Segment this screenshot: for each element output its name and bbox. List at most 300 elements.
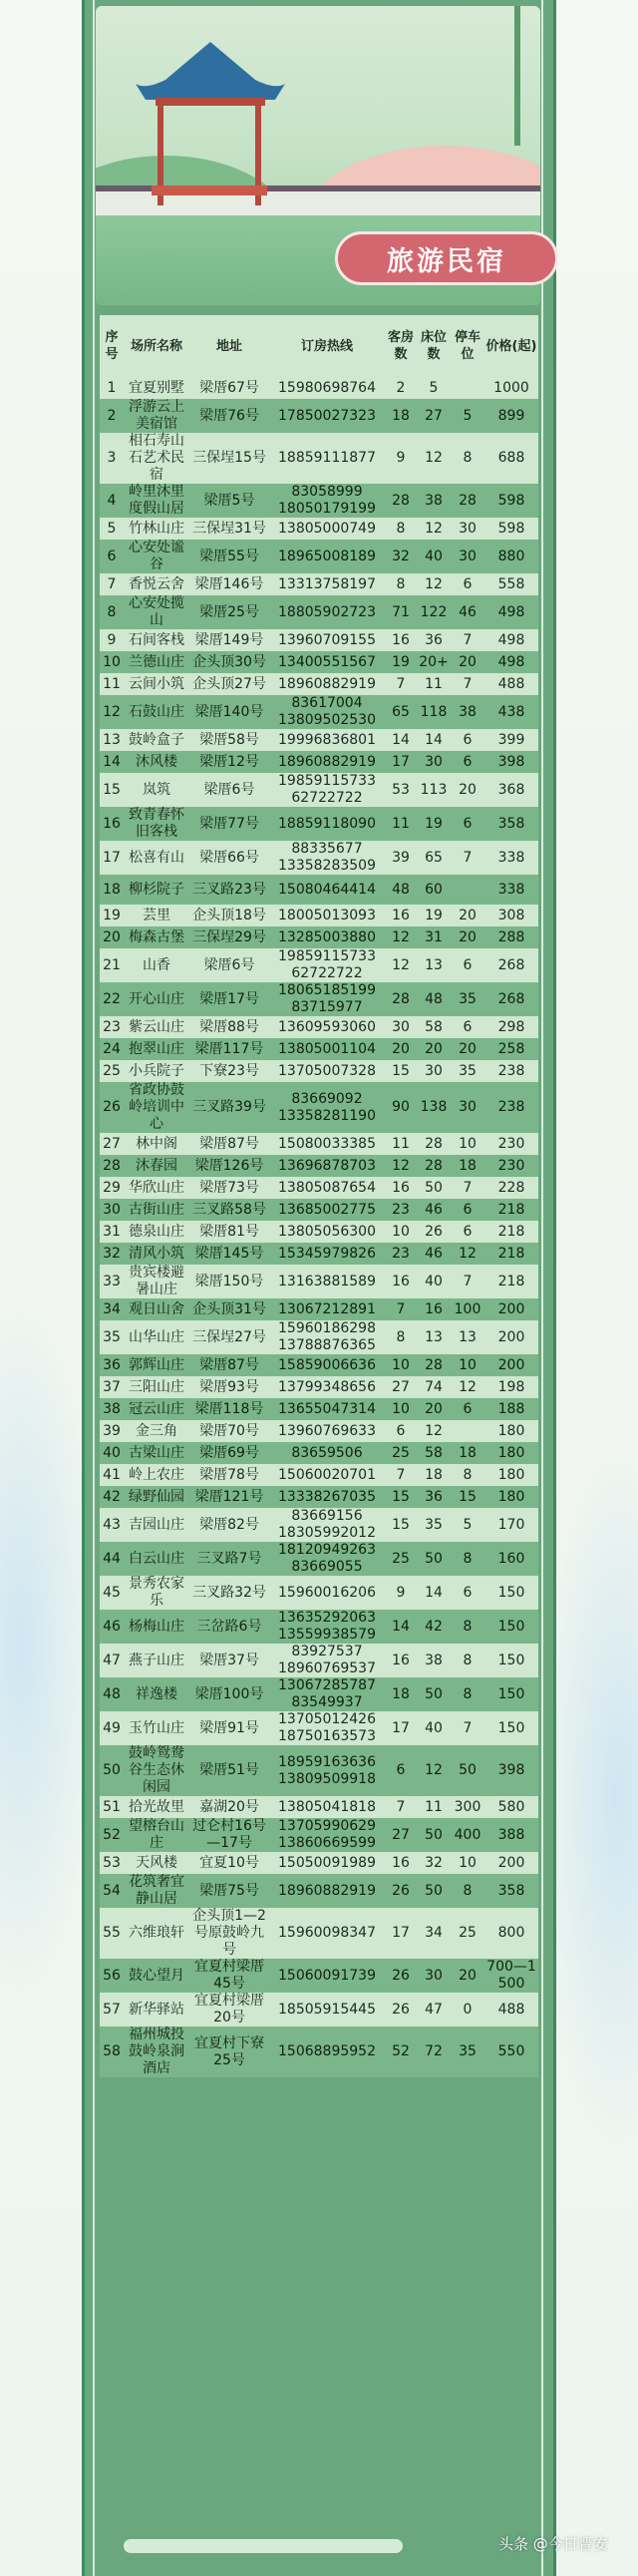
header-name: 场所名称: [124, 315, 189, 377]
cell-beds: 50: [417, 1818, 451, 1852]
cell-rooms: 10: [385, 1354, 417, 1376]
cell-parking: 6: [451, 573, 484, 595]
table-row: [100, 926, 538, 948]
cell-address: 梁厝93号: [189, 1376, 269, 1398]
cell-name: 古梁山庄: [124, 1442, 189, 1464]
cell-price: 338: [484, 841, 538, 875]
table-row: [100, 729, 538, 751]
cell-beds: 58: [417, 1442, 451, 1464]
table-row: [100, 1464, 538, 1486]
cell-phone: 15068895952: [269, 2026, 385, 2077]
cell-no: 34: [100, 1298, 124, 1320]
table-row: [100, 1874, 538, 1908]
cell-phone: 13805056300: [269, 1221, 385, 1243]
cell-no: 11: [100, 673, 124, 695]
cell-name: 贵宾楼避暑山庄: [124, 1265, 189, 1298]
cell-rooms: 52: [385, 2026, 417, 2077]
cell-name: 兰德山庄: [124, 651, 189, 673]
cell-beds: 14: [417, 1576, 451, 1610]
cell-no: 40: [100, 1442, 124, 1464]
cell-parking: [451, 1420, 484, 1442]
cell-beds: 13: [417, 948, 451, 982]
cell-phone: 19996836801: [269, 729, 385, 751]
cell-address: 宜夏10号: [189, 1852, 269, 1874]
cell-phone: 15960186298 13788876365: [269, 1320, 385, 1354]
cell-name: 新华驿站: [124, 1993, 189, 2026]
cell-parking: 100: [451, 1298, 484, 1320]
cell-phone: 88335677 13358283509: [269, 841, 385, 875]
table-row: [100, 1199, 538, 1221]
cell-beds: 74: [417, 1376, 451, 1398]
cell-price: 268: [484, 948, 538, 982]
cell-name: 绿野仙园: [124, 1486, 189, 1508]
cell-parking: 7: [451, 1177, 484, 1199]
cell-name: 玉竹山庄: [124, 1711, 189, 1745]
cell-name: 山华山庄: [124, 1320, 189, 1354]
cell-price: 150: [484, 1610, 538, 1644]
cell-address: 三叉路58号: [189, 1199, 269, 1221]
cell-parking: 20: [451, 905, 484, 926]
cell-address: 梁厝82号: [189, 1508, 269, 1542]
cell-address: 三叉路39号: [189, 1082, 269, 1133]
cell-name: 天风楼: [124, 1852, 189, 1874]
cell-address: 梁厝146号: [189, 573, 269, 595]
cell-address: 三岔路6号: [189, 1610, 269, 1644]
table-row: [100, 695, 538, 729]
cell-address: 梁厝17号: [189, 982, 269, 1016]
cell-no: 42: [100, 1486, 124, 1508]
cell-name: 清风小筑: [124, 1243, 189, 1265]
cell-name: 山香: [124, 948, 189, 982]
cell-address: 三叉路23号: [189, 875, 269, 905]
cell-parking: 8: [451, 1874, 484, 1908]
cell-rooms: 28: [385, 484, 417, 518]
cell-phone: 18960882919: [269, 673, 385, 695]
cell-price: 550: [484, 2026, 538, 2077]
cell-parking: 18: [451, 1442, 484, 1464]
cell-phone: 13705990629 13860669599: [269, 1818, 385, 1852]
cell-price: 218: [484, 1265, 538, 1298]
table-row: [100, 1376, 538, 1398]
cell-address: 梁厝70号: [189, 1420, 269, 1442]
cell-beds: 30: [417, 1959, 451, 1993]
cell-beds: 47: [417, 1993, 451, 2026]
cell-parking: 10: [451, 1133, 484, 1155]
cell-phone: 83617004 13809502530: [269, 695, 385, 729]
bamboo-icon: [514, 6, 520, 146]
cell-name: 竹林山庄: [124, 518, 189, 540]
cell-price: 498: [484, 595, 538, 629]
cell-address: 下寮23号: [189, 1060, 269, 1082]
table-row: [100, 1177, 538, 1199]
header-beds: 床位数: [417, 315, 451, 377]
cell-no: 8: [100, 595, 124, 629]
table-row: [100, 629, 538, 651]
header-phone: 订房热线: [269, 315, 385, 377]
cell-price: 598: [484, 484, 538, 518]
cell-address: 梁厝140号: [189, 695, 269, 729]
cell-parking: 25: [451, 1908, 484, 1959]
cell-price: 200: [484, 1852, 538, 1874]
cell-beds: 50: [417, 1177, 451, 1199]
cell-price: 200: [484, 1298, 538, 1320]
cell-rooms: 27: [385, 1376, 417, 1398]
cell-parking: 6: [451, 729, 484, 751]
cell-address: 梁厝149号: [189, 629, 269, 651]
cell-parking: 6: [451, 1016, 484, 1038]
table-row: [100, 1796, 538, 1818]
cell-address: 嘉湖20号: [189, 1796, 269, 1818]
cell-name: 云间小筑: [124, 673, 189, 695]
cell-no: 21: [100, 948, 124, 982]
cell-rooms: 18: [385, 399, 417, 433]
cell-beds: 40: [417, 1711, 451, 1745]
cell-rooms: 25: [385, 1442, 417, 1464]
cell-beds: 50: [417, 1542, 451, 1576]
cell-name: 相石寿山石艺术民宿: [124, 433, 189, 484]
cell-no: 17: [100, 841, 124, 875]
cell-address: 梁厝6号: [189, 773, 269, 807]
cell-no: 6: [100, 540, 124, 573]
cell-beds: 12: [417, 518, 451, 540]
cell-no: 49: [100, 1711, 124, 1745]
cell-rooms: 12: [385, 926, 417, 948]
cell-price: 498: [484, 629, 538, 651]
cell-parking: 50: [451, 1745, 484, 1796]
cell-parking: 38: [451, 695, 484, 729]
cell-rooms: 18: [385, 1677, 417, 1711]
cell-beds: 36: [417, 1486, 451, 1508]
cell-phone: 18805902723: [269, 595, 385, 629]
cell-price: 438: [484, 695, 538, 729]
cell-beds: 34: [417, 1908, 451, 1959]
cell-address: 梁厝87号: [189, 1133, 269, 1155]
cell-no: 19: [100, 905, 124, 926]
cell-price: 558: [484, 573, 538, 595]
cell-phone: 19859115733 62722722: [269, 948, 385, 982]
pavilion-roof-icon: [136, 40, 285, 110]
cell-no: 3: [100, 433, 124, 484]
cell-parking: 6: [451, 1576, 484, 1610]
cell-price: 338: [484, 875, 538, 905]
cell-parking: 7: [451, 841, 484, 875]
cell-beds: 122: [417, 595, 451, 629]
cell-rooms: 90: [385, 1082, 417, 1133]
cell-beds: 42: [417, 1610, 451, 1644]
cell-no: 43: [100, 1508, 124, 1542]
cell-price: 308: [484, 905, 538, 926]
cell-phone: 18859118090: [269, 807, 385, 841]
cell-beds: 38: [417, 484, 451, 518]
cell-phone: 13609593060: [269, 1016, 385, 1038]
cell-no: 20: [100, 926, 124, 948]
cell-name: 花筑奢宜静山居: [124, 1874, 189, 1908]
cell-beds: 13: [417, 1320, 451, 1354]
cell-price: 150: [484, 1576, 538, 1610]
table-row: [100, 1486, 538, 1508]
cell-address: 梁厝37号: [189, 1644, 269, 1677]
cell-beds: 28: [417, 1155, 451, 1177]
cell-phone: 13960769633: [269, 1420, 385, 1442]
cell-address: 企头顶27号: [189, 673, 269, 695]
cell-price: 498: [484, 651, 538, 673]
cell-address: 梁厝75号: [189, 1874, 269, 1908]
cell-name: 心安处揽山: [124, 595, 189, 629]
cell-phone: 13960709155: [269, 629, 385, 651]
cell-parking: 6: [451, 948, 484, 982]
table-row: [100, 1576, 538, 1610]
cell-name: 宜夏别墅: [124, 377, 189, 399]
cell-rooms: 26: [385, 1993, 417, 2026]
cell-price: 899: [484, 399, 538, 433]
cell-beds: 38: [417, 1644, 451, 1677]
cell-beds: 50: [417, 1874, 451, 1908]
cell-no: 26: [100, 1082, 124, 1133]
cell-beds: 19: [417, 807, 451, 841]
cell-address: 梁厝118号: [189, 1398, 269, 1420]
cell-price: 150: [484, 1711, 538, 1745]
cell-name: 紫云山庄: [124, 1016, 189, 1038]
table-row: [100, 1542, 538, 1576]
table-row: [100, 1852, 538, 1874]
cell-beds: 40: [417, 1265, 451, 1298]
cell-address: 梁厝55号: [189, 540, 269, 573]
pavilion-railing: [152, 185, 267, 195]
cell-no: 48: [100, 1677, 124, 1711]
cell-beds: 20: [417, 1398, 451, 1420]
cell-address: 企头顶30号: [189, 651, 269, 673]
cell-phone: 83669092 13358281190: [269, 1082, 385, 1133]
cell-price: 218: [484, 1199, 538, 1221]
cell-beds: 40: [417, 540, 451, 573]
cell-price: 160: [484, 1542, 538, 1576]
cell-no: 50: [100, 1745, 124, 1796]
cell-address: 梁厝100号: [189, 1677, 269, 1711]
cell-name: 省政协鼓岭培训中心: [124, 1082, 189, 1133]
cell-beds: 32: [417, 1852, 451, 1874]
cell-phone: 18959163636 13809509918: [269, 1745, 385, 1796]
table-row: [100, 399, 538, 433]
cell-rooms: 8: [385, 518, 417, 540]
cell-beds: 31: [417, 926, 451, 948]
cell-address: 梁厝117号: [189, 1038, 269, 1060]
cell-address: 梁厝73号: [189, 1177, 269, 1199]
cell-no: 31: [100, 1221, 124, 1243]
table-row: [100, 1155, 538, 1177]
cell-address: 宜夏村下寮25号: [189, 2026, 269, 2077]
table-row: [100, 540, 538, 573]
cell-address: 梁厝76号: [189, 399, 269, 433]
cell-price: 238: [484, 1082, 538, 1133]
table-row: [100, 1133, 538, 1155]
cell-phone: 18965008189: [269, 540, 385, 573]
cell-parking: 6: [451, 1398, 484, 1420]
cell-price: 150: [484, 1677, 538, 1711]
table-row: [100, 1711, 538, 1745]
table-row: [100, 673, 538, 695]
cell-rooms: 9: [385, 1576, 417, 1610]
table-row: [100, 595, 538, 629]
cell-beds: 12: [417, 573, 451, 595]
cell-address: 梁厝77号: [189, 807, 269, 841]
cell-address: 三保埕31号: [189, 518, 269, 540]
table-row: [100, 1508, 538, 1542]
cell-address: 企头顶18号: [189, 905, 269, 926]
cell-no: 5: [100, 518, 124, 540]
table-row: [100, 1082, 538, 1133]
cell-phone: 13805087654: [269, 1177, 385, 1199]
cell-price: 218: [484, 1243, 538, 1265]
cell-no: 44: [100, 1542, 124, 1576]
cell-no: 56: [100, 1959, 124, 1993]
cell-name: 吉园山庄: [124, 1508, 189, 1542]
cell-price: 399: [484, 729, 538, 751]
cell-phone: 13338267035: [269, 1486, 385, 1508]
cell-no: 30: [100, 1199, 124, 1221]
cell-name: 观日山舍: [124, 1298, 189, 1320]
cell-rooms: 16: [385, 1177, 417, 1199]
cell-parking: 8: [451, 1542, 484, 1576]
cell-beds: 18: [417, 1464, 451, 1486]
cell-phone: 18960882919: [269, 1874, 385, 1908]
cell-beds: 58: [417, 1016, 451, 1038]
cell-no: 7: [100, 573, 124, 595]
table-row: [100, 1038, 538, 1060]
cell-no: 35: [100, 1320, 124, 1354]
cell-rooms: 16: [385, 1265, 417, 1298]
cell-no: 25: [100, 1060, 124, 1082]
cell-no: 57: [100, 1993, 124, 2026]
cell-rooms: 28: [385, 982, 417, 1016]
cell-phone: 13313758197: [269, 573, 385, 595]
cell-price: 700—1500: [484, 1959, 538, 1993]
cell-price: 258: [484, 1038, 538, 1060]
table-row: [100, 1265, 538, 1298]
cell-phone: 13805001104: [269, 1038, 385, 1060]
cell-beds: 12: [417, 1420, 451, 1442]
cell-phone: 15060091739: [269, 1959, 385, 1993]
cell-rooms: 17: [385, 1711, 417, 1745]
cell-price: 228: [484, 1177, 538, 1199]
cell-parking: 8: [451, 1644, 484, 1677]
cell-no: 33: [100, 1265, 124, 1298]
cell-phone: 13635292063 13559938579: [269, 1610, 385, 1644]
cell-no: 28: [100, 1155, 124, 1177]
cell-rooms: 7: [385, 1464, 417, 1486]
header-rooms: 客房数: [385, 315, 417, 377]
table-row: [100, 1908, 538, 1959]
cell-rooms: 15: [385, 1060, 417, 1082]
cell-no: 41: [100, 1464, 124, 1486]
table-row: [100, 651, 538, 673]
cell-price: 180: [484, 1420, 538, 1442]
table-row: [100, 573, 538, 595]
cell-price: 150: [484, 1644, 538, 1677]
cell-no: 9: [100, 629, 124, 651]
cell-name: 岭里沐里度假山居: [124, 484, 189, 518]
cell-rooms: 26: [385, 1959, 417, 1993]
cell-phone: 15060020701: [269, 1464, 385, 1486]
table-row: [100, 1442, 538, 1464]
cell-phone: 13705007328: [269, 1060, 385, 1082]
cell-beds: 28: [417, 1354, 451, 1376]
cell-beds: 50: [417, 1677, 451, 1711]
footer-decoration: [124, 2539, 403, 2553]
cell-price: 298: [484, 1016, 538, 1038]
cell-name: 沐风楼: [124, 751, 189, 773]
cell-no: 13: [100, 729, 124, 751]
cell-parking: 7: [451, 1711, 484, 1745]
cell-phone: 83669156 18305992012: [269, 1508, 385, 1542]
cell-address: 梁厝58号: [189, 729, 269, 751]
cell-address: 梁厝150号: [189, 1265, 269, 1298]
cell-name: 三阳山庄: [124, 1376, 189, 1398]
cell-parking: 6: [451, 1199, 484, 1221]
cell-price: 398: [484, 751, 538, 773]
cell-rooms: 48: [385, 875, 417, 905]
cell-price: 238: [484, 1060, 538, 1082]
cell-rooms: 16: [385, 1852, 417, 1874]
cell-rooms: 27: [385, 1818, 417, 1852]
cell-no: 58: [100, 2026, 124, 2077]
cell-price: 800: [484, 1908, 538, 1959]
cell-name: 杨梅山庄: [124, 1610, 189, 1644]
cell-name: 金三角: [124, 1420, 189, 1442]
table-row: [100, 1420, 538, 1442]
table-row: [100, 1354, 538, 1376]
cell-beds: 118: [417, 695, 451, 729]
cell-phone: 13805000749: [269, 518, 385, 540]
cell-beds: 72: [417, 2026, 451, 2077]
cell-beds: 27: [417, 399, 451, 433]
cell-parking: 12: [451, 1376, 484, 1398]
cell-parking: 8: [451, 433, 484, 484]
cell-phone: 13805041818: [269, 1796, 385, 1818]
cell-rooms: 15: [385, 1508, 417, 1542]
cell-beds: 14: [417, 729, 451, 751]
cell-phone: 18859111877: [269, 433, 385, 484]
cell-name: 福州城投鼓岭泉涧酒店: [124, 2026, 189, 2077]
cell-phone: 18505915445: [269, 1993, 385, 2026]
cell-phone: 13799348656: [269, 1376, 385, 1398]
cell-parking: 10: [451, 1852, 484, 1874]
cell-parking: 0: [451, 1993, 484, 2026]
cell-rooms: 7: [385, 673, 417, 695]
table-row: [100, 1818, 538, 1852]
cell-name: 燕子山庄: [124, 1644, 189, 1677]
cell-price: 200: [484, 1354, 538, 1376]
table-row: [100, 2026, 538, 2077]
cell-address: 企头顶1—2号原鼓岭九号: [189, 1908, 269, 1959]
cell-rooms: 25: [385, 1542, 417, 1576]
cell-parking: 12: [451, 1243, 484, 1265]
table-row: [100, 1221, 538, 1243]
cell-address: 梁厝126号: [189, 1155, 269, 1177]
cell-rooms: 23: [385, 1243, 417, 1265]
title-banner: [335, 231, 558, 285]
cell-address: 企头顶31号: [189, 1298, 269, 1320]
cell-name: 松喜有山: [124, 841, 189, 875]
cell-beds: 36: [417, 629, 451, 651]
cell-name: 鼓岭鸳鸯谷生态休闲园: [124, 1745, 189, 1796]
cell-rooms: 2: [385, 377, 417, 399]
cell-rooms: 23: [385, 1199, 417, 1221]
cell-price: 488: [484, 1993, 538, 2026]
cell-address: 梁厝69号: [189, 1442, 269, 1464]
cell-no: 18: [100, 875, 124, 905]
cell-address: 梁厝91号: [189, 1711, 269, 1745]
cell-phone: 15345979826: [269, 1243, 385, 1265]
